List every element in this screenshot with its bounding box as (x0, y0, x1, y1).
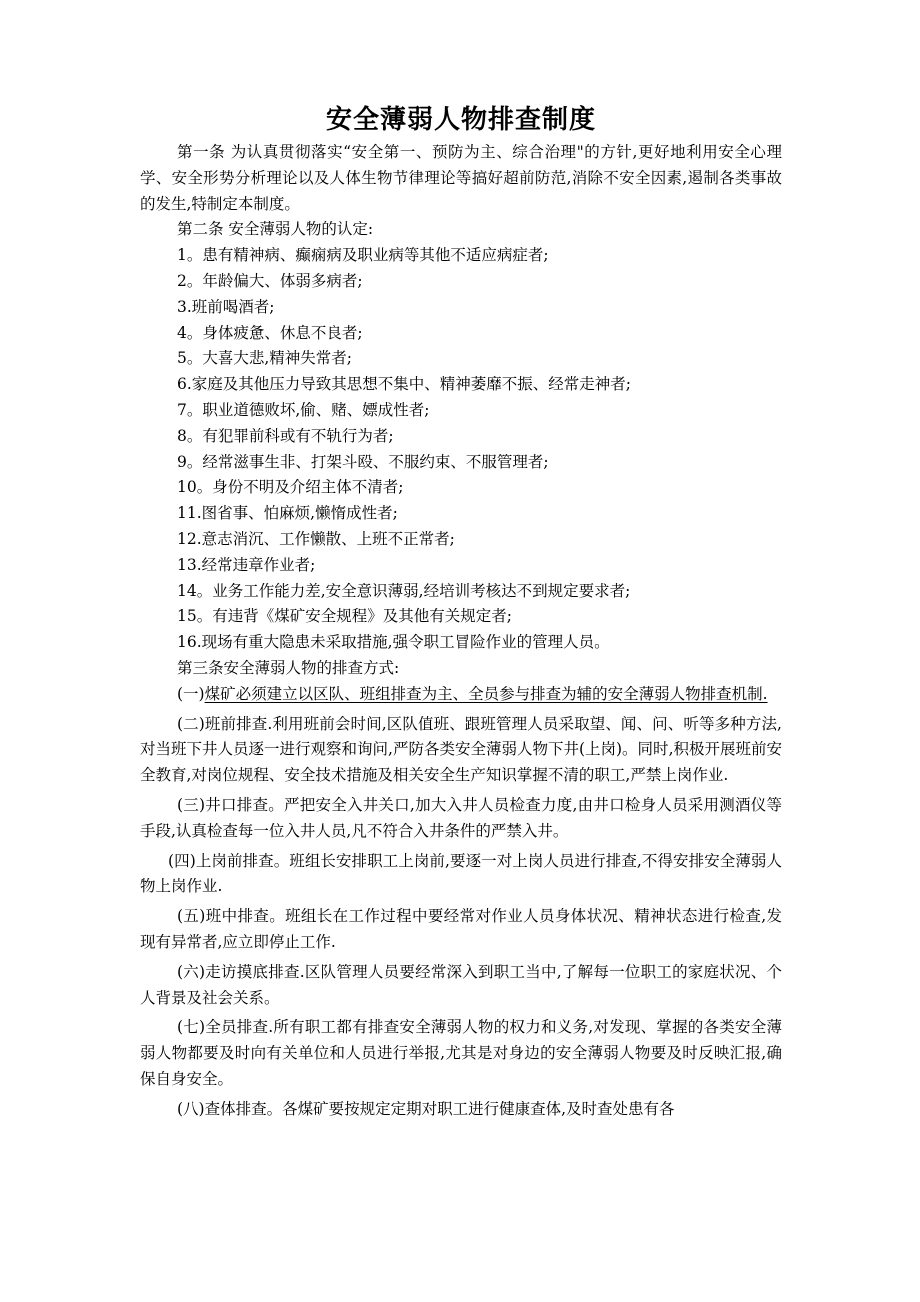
list-item: 2。年龄偏大、体弱多病者; (177, 271, 363, 290)
list-item: 16.现场有重大隐患未采取措施,强令职工冒险作业的管理人员。 (177, 633, 610, 652)
document-page (140, 100, 782, 1122)
method-1 (140, 682, 782, 708)
list-item: 3.班前喝酒者; (177, 297, 275, 316)
article-1: 第一条 为认真贯彻落实“安全第一、预防为主、综合治理"的方针,更好地利用安全心理学、安全形势分析理论以及人体生物节律理论等搞好超前防范,消除不安全因素,遏制各类事故的发生,特制定本制度。 (140, 143, 782, 213)
list-item: 14。业务工作能力差,安全意识薄弱,经培训考核达不到规定要求者; (177, 581, 631, 600)
criteria-list (140, 243, 782, 656)
method-1-text: 煤矿必须建立以区队、班组排查为主、全员参与排查为辅的安全薄弱人物排查机制. (204, 684, 768, 703)
article-2-heading: 第二条 安全薄弱人物的认定: (177, 220, 374, 239)
document-title: 安全薄弱人物排查制度 (325, 105, 596, 135)
method-7: (七)全员排查.所有职工都有排查安全薄弱人物的权力和义务,对发现、掌握的各类安全薄弱人物都要及时向有关单位和人员进行举报,尤其是对身边的安全薄弱人物要及时反映汇报,确保自身安全。 (140, 1018, 782, 1088)
list-item: 5。大喜大悲,精神失常者; (177, 349, 353, 368)
list-item: 12.意志消沉、工作懒散、上班不正常者; (177, 529, 455, 548)
method-1-label: (一) (177, 684, 205, 703)
list-item: 13.经常违章作业者; (177, 555, 316, 574)
method-4: (四)上岗前排查。班组长安排职工上岗前,要逐一对上岗人员进行排查,不得安排安全薄弱人物上岗作业. (140, 851, 782, 896)
method-8: (八)查体排查。各煤矿要按规定定期对职工进行健康查体,及时查处患有各 (177, 1099, 675, 1118)
list-item: 11.图省事、怕麻烦,懒惰成性者; (177, 504, 398, 523)
method-5: (五)班中排查。班组长在工作过程中要经常对作业人员身体状况、精神状态进行检查,发现有异常者,应立即停止工作. (140, 907, 782, 951)
list-item: 9。经常滋事生非、打架斗殴、不服约束、不服管理者; (177, 452, 549, 471)
list-item: 10。身份不明及介绍主体不清者; (177, 478, 404, 497)
list-item: 6.家庭及其他压力导致其思想不集中、精神萎靡不振、经常走神者; (177, 375, 632, 394)
list-item: 15。有违背《煤矿安全规程》及其他有关规定者; (177, 607, 512, 626)
article-3-heading: 第三条安全薄弱人物的排查方式: (177, 658, 400, 677)
list-item: 7。职业道德败坏,偷、赌、嫖成性者; (177, 400, 430, 419)
method-2: (二)班前排查.利用班前会时间,区队值班、跟班管理人员采取望、闻、问、听等多种方法,对当班下井人员逐一进行观察和询问,严防各类安全薄弱人物下井(上岗)。同时,积极开展班前安全教育,对岗位规程、安全技术措施及相关安全生产知识掌握不清的职工,严禁上岗作业. (140, 714, 782, 785)
method-3: (三)井口排查。严把安全入井关口,加大入井人员检查力度,由井口检身人员采用测酒仪等手段,认真检查每一位入井人员,凡不符合入井条件的严禁入井。 (140, 795, 782, 840)
method-6: (六)走访摸底排查.区队管理人员要经常深入到职工当中,了解每一位职工的家庭状况、个人背景及社会关系。 (140, 962, 782, 1007)
list-item: 8。有犯罪前科或有不轨行为者; (177, 426, 394, 445)
list-item: 4。身体疲惫、休息不良者; (177, 323, 363, 342)
list-item: 1。患有精神病、癫痫病及职业病等其他不适应病症者; (177, 246, 549, 265)
